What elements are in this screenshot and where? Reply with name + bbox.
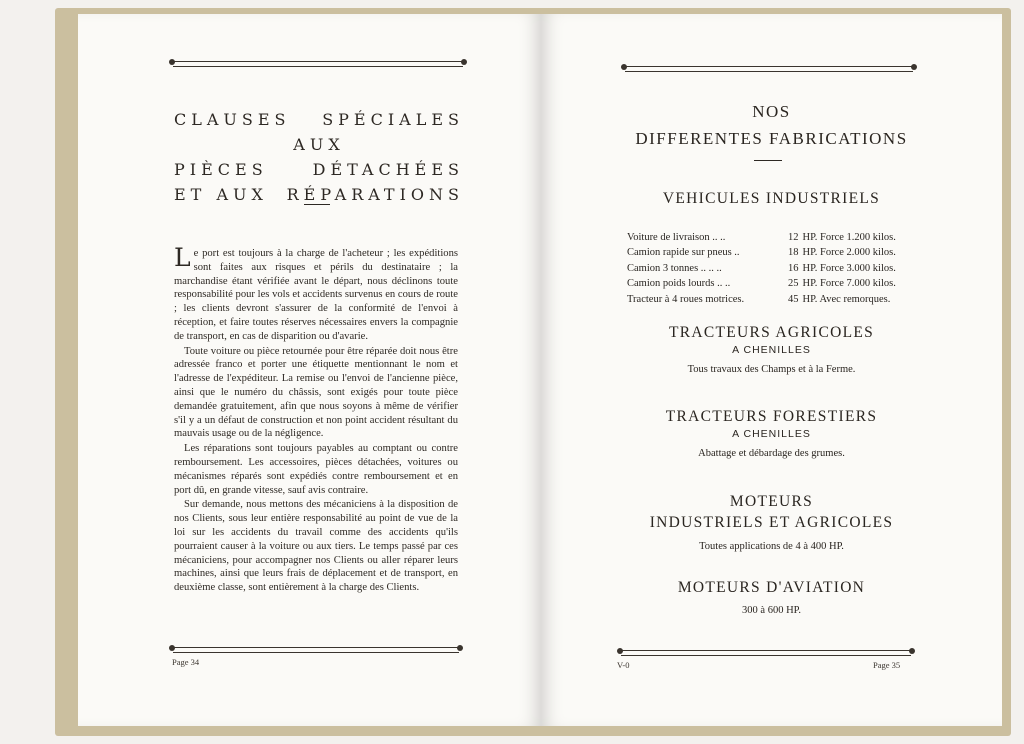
right-page (541, 14, 1002, 726)
vehicules-table (627, 230, 927, 307)
table-row: Camion poids lourds .. .. 25 HP. Force 7.000 kilos. (627, 278, 896, 290)
title-line-2 (174, 132, 464, 157)
paragraph: Les réparations sont toujours payables au comptant ou contre remboursement. Les accessoires, pièces détachées, voitures ou mécanismes réparés sont expédiés contre remboursement et en port dû, en grande vitesse, sauf avis contraire. (174, 443, 458, 496)
page-number: Page 35 (873, 660, 901, 670)
title-word: RÉPARATIONS (286, 185, 464, 204)
section-description: 300 à 600 HP. (742, 605, 801, 616)
left-page (78, 14, 541, 726)
title-line-1 (174, 107, 464, 132)
section-title: MOTEURS D'AVIATION (677, 579, 866, 596)
section-title: INDUSTRIELS ET AGRICOLES (649, 514, 894, 531)
title-word: AUX (293, 135, 345, 154)
table-row: Tracteur à 4 roues motrices. 45 HP. Avec remorques. (627, 293, 891, 305)
title-word: SPÉCIALES (322, 110, 464, 129)
print-code: V-0 (617, 660, 630, 670)
title-word: DÉTACHÉES (312, 160, 464, 179)
title-divider (754, 160, 782, 161)
title-word: CLAUSES (174, 110, 291, 129)
table-row: Camion 3 tonnes .. .. .. 16 HP. Force 3.000 kilos. (627, 262, 896, 274)
paragraph: Toute voiture ou pièce retournée pour être réparée doit nous être adressée franco et porter une étiquette mentionnant le nom et l'adresse de l'expéditeur. La remise ou l'envoi de l'ancienne pièce, ainsi que le numéro du châssis, sont exigés pour toute pièce demandée gratuitement, afin que nous soyons à même de vérifier s'il y a un défaut de construction et non point accident résultant du mauvais usage ou de la négligence. (174, 345, 458, 440)
paragraph: Le port est toujours à la charge de l'acheteur ; les expéditions sont faites aux risques et périls du destinataire ; la marchandise étant vérifiée avant le départ, nous déclinons toute responsabilité pour les vols et accidents survenus en cours de route ; les clients devront s'assurer de la conformité de l'envoi à réception, et faire toutes réserves nécessaires envers la compagnie de transport, en cas de disparition ou d'avarie. (174, 243, 458, 342)
table-row: Voiture de livraison .. .. 12 HP. Force 1.200 kilos. (627, 232, 896, 243)
top-ornament-rule (625, 66, 913, 72)
drop-cap: L (174, 243, 191, 272)
paragraph: Sur demande, nous mettons des mécaniciens à la disposition de nos Clients, sous leur entière responsabilité au point de vue de la loi sur les accidents du travail comme des accidents qu'ils pourraient causer à la voiture ou aux tiers. Le temps passé par ces mécaniciens, pour accompagner nos Clients ou aller réparer leurs machines, ainsi que leurs frais de déplacement et de transport, en deuxième classe, sont entièrement à la charge des Clients. (174, 499, 458, 594)
left-page-title (174, 107, 464, 207)
section-title: MOTEURS (729, 493, 814, 510)
bottom-ornament-rule (621, 650, 911, 656)
section-description: Toutes applications de 4 à 400 HP. (699, 541, 844, 552)
page-title: NOS DIFFERENTES FABRICATIONS (635, 102, 908, 148)
vehicules-title: VEHICULES INDUSTRIELS (662, 190, 881, 207)
title-word: ET AUX (174, 185, 268, 204)
section-subtitle: A CHENILLES (732, 428, 811, 440)
section-title: TRACTEURS FORESTIERS (665, 408, 878, 425)
page-number: Page 34 (172, 657, 200, 667)
table-row: Camion rapide sur pneus .. 18 HP. Force 2.000 kilos. (627, 247, 896, 259)
clauses-body (174, 243, 458, 596)
agricoles-section (541, 324, 1002, 375)
section-subtitle: A CHENILLES (732, 344, 811, 356)
section-description: Tous travaux des Champs et à la Ferme. (687, 364, 856, 375)
title-line-3 (174, 157, 464, 182)
moteurs-industriels-section (541, 491, 1002, 552)
moteurs-aviation-section (541, 579, 1002, 616)
bottom-ornament-rule (173, 647, 459, 653)
title-word: PIÈCES (174, 160, 268, 179)
top-ornament-rule (173, 61, 463, 67)
title-divider (304, 204, 330, 205)
section-description: Abattage et débardage des grumes. (698, 448, 845, 459)
forestiers-section (541, 408, 1002, 459)
section-title: TRACTEURS AGRICOLES (668, 324, 875, 341)
